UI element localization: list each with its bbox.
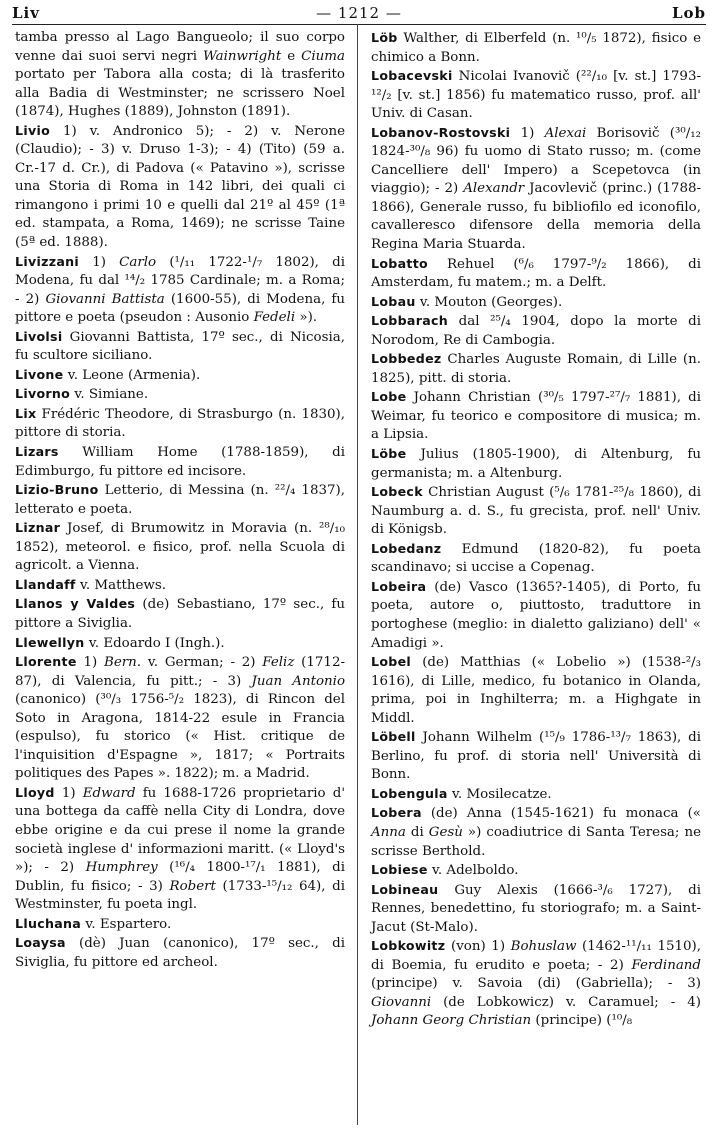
entry-text: v. Espartero. [81, 916, 172, 932]
entry-headword: Löbe [371, 446, 407, 462]
entry-italic-text: Carlo [119, 254, 157, 270]
entry-text: Guy Alexis (1666-³/₆ 1727), di Rennes, benedettino, fu storiografo; m. a Saint-Jacut (St-Malo). [371, 882, 701, 935]
entry-text: Borisovič (³⁰/₁₂ 1824-³⁰/₈ 96) fu uomo di Stato russo; m. (come Cancelliere dell' Impero) a Scepetovca (in viaggio); - 2) [371, 125, 701, 197]
entry-italic-text: Fedeli [253, 310, 296, 326]
entry-text: ») coadiutrice di Santa Teresa; ne scrisse Berthold. [371, 824, 701, 859]
dictionary-entry [371, 937, 701, 1031]
dictionary-entry [15, 915, 345, 935]
entry-text: »). [295, 310, 318, 326]
entry-headword: Livolsi [15, 328, 63, 344]
entry-italic-text: Bohuslaw [510, 939, 577, 955]
entry-headword: Lluchana [15, 915, 82, 931]
header-rule [12, 24, 706, 25]
dictionary-entry [15, 653, 345, 784]
entry-italic-text: Robert [169, 878, 216, 894]
dictionary-entry [15, 29, 345, 122]
entry-text: (principe) (¹⁰/₈ [531, 1013, 633, 1029]
entry-text: (¹/₁₁ 1722-¹/₇ 1802), di Modena, fu dal ¹⁴/₂ 1785 Cardinale; m. a Roma; - 2) [15, 254, 345, 307]
dictionary-entry [371, 124, 701, 255]
entry-headword: Lobacevski [371, 68, 453, 84]
entry-headword: Löbell [371, 729, 416, 745]
entry-text: (1733-¹⁵/₁₂ 64), di Westminster, fu poeta ingl. [15, 878, 345, 913]
entry-italic-text: Alexandr [463, 181, 525, 197]
entry-headword: Lizio-Bruno [15, 482, 99, 498]
running-head-right: Lob [671, 4, 706, 22]
entry-text: (dè) Juan (canonico), 17º sec., di Siviglia, fu pittore ed archeol. [15, 936, 345, 970]
dictionary-entry [15, 595, 345, 633]
entry-text: Johann Wilhelm (¹⁵/₉ 1786-¹³/₇ 1863), di Berlino, fu prof. di storia nell' Università di Bonn. [371, 730, 701, 783]
entry-headword: Liznar [15, 520, 61, 536]
entry-text: Jacovlevič (princ.) (1788-1866), Generale russo, fu bibliofilo ed iconofilo, cavalleresco difensore della memoria della Regina Maria Stuarda. [371, 181, 702, 253]
entry-text: (de) Vasco (1365?-1405), di Porto, fu poeta, autore o, piuttosto, traduttore in portoghese (meglio: in dialetto galiziano) dell' « Amadigi ». [371, 579, 701, 651]
entry-headword: Lobeira [371, 578, 427, 594]
entry-text: Walther, di Elberfeld (n. ¹⁰/₅ 1872), fisico e chimico a Bonn. [371, 31, 701, 65]
dictionary-entry [371, 293, 701, 313]
entry-text: portato per Tabora alla costa; di là trasferito alla Badia di Westminster; ne scrissero Noel (1874), Hughes (1889), Johnston (1891). [15, 67, 345, 120]
dictionary-entry [371, 445, 701, 483]
dictionary-entry [15, 784, 345, 915]
entry-headword: Lobkowitz [371, 938, 446, 954]
entry-text: (principe) v. Savoia (di) (Gabriella); - 3) [371, 976, 701, 992]
dictionary-entry [371, 728, 701, 785]
entry-text: Christian August (⁵/₆ 1781-²⁵/₈ 1860), di Naumburg a. d. S., fu grecista, prof. nell' Univ. di Königsb. [371, 485, 701, 538]
dictionary-entry [371, 388, 701, 445]
entry-headword: Llandaff [15, 576, 76, 592]
left-column [15, 29, 345, 972]
entry-headword: Lobiese [371, 862, 428, 878]
entry-text: (1712-87), di Valencia, fu pitt.; - 3) [15, 655, 345, 689]
entry-text: 1) [79, 254, 120, 270]
dictionary-entry [371, 67, 701, 124]
entry-italic-text: Wainwright [203, 48, 282, 64]
dictionary-entry [15, 405, 345, 443]
entry-text: e [281, 48, 302, 64]
entry-text: Letterio, di Messina (n. ²²/₄ 1837), letterato e poeta. [15, 483, 345, 517]
right-column [371, 29, 701, 1031]
entry-headword: Lobe [371, 389, 407, 405]
entry-text: Julius (1805-1900), di Altenburg, fu germanista; m. a Altenburg. [371, 447, 701, 481]
entry-italic-text: Johann Georg Christian [371, 1013, 532, 1029]
entry-text: v. Leone (Armenia). [63, 367, 201, 383]
entry-text: 1) [54, 785, 83, 801]
entry-italic-text: Ferdinand [631, 957, 701, 973]
dictionary-entry [15, 519, 345, 576]
entry-headword: Llewellyn [15, 634, 85, 650]
entry-headword: Lobau [371, 293, 416, 309]
entry-headword: Lobedanz [371, 540, 442, 556]
entry-text: v. Mosilecatze. [447, 786, 552, 802]
entry-text: Charles Auguste Romain, di Lille (n. 1825), pitt. di storia. [371, 352, 701, 386]
entry-text: (¹⁶/₄ 1800-¹⁷/₁ 1881), di Dublin, fu fisico; - 3) [15, 860, 346, 894]
entry-italic-text: Feliz [262, 655, 295, 671]
entry-text: William Home (1788-1859), di Edimburgo, fu pittore ed incisore. [15, 445, 345, 479]
entry-headword: Lobel [371, 654, 412, 670]
dictionary-entry [15, 481, 345, 519]
entry-text: (de Lobkowicz) v. Caramuel; - 4) [431, 994, 701, 1010]
dictionary-entry [371, 881, 701, 938]
entry-headword: Lizars [15, 444, 59, 460]
entry-italic-text: Anna [371, 824, 406, 840]
dictionary-entry [15, 443, 345, 481]
entry-text: dal ²⁵/₄ 1904, dopo la morte di Norodom, Re di Cambogia. [371, 314, 701, 348]
entry-italic-text: Bern. [104, 655, 142, 671]
entry-headword: Lloyd [15, 784, 55, 800]
dictionary-entry [15, 253, 345, 328]
entry-italic-text: Giovanni [371, 994, 432, 1010]
entry-headword: Lobbedez [371, 351, 442, 367]
dictionary-entry [15, 328, 345, 366]
dictionary-entry [371, 312, 701, 350]
dictionary-entry [371, 653, 701, 728]
entry-headword: Livio [15, 122, 51, 138]
entry-text: v. German; - 2) [141, 655, 263, 671]
dictionary-entry [371, 578, 701, 653]
entry-headword: Lobatto [371, 255, 428, 271]
entry-italic-text: Gesù [428, 824, 463, 840]
entry-text: (de) Matthias (« Lobelio ») (1538-²/₃ 1616), di Lille, medico, fu botanico in Olanda, prima, poi in Inghilterra; m. a Highgate in Middl. [371, 655, 701, 726]
entry-text: Giovanni Battista, 17º sec., di Nicosia, fu scultore siciliano. [15, 329, 345, 364]
entry-italic-text: Edward [82, 785, 136, 801]
dictionary-entry [15, 934, 345, 972]
entry-text: (de) Sebastiano, 17º sec., fu pittore a Siviglia. [15, 597, 345, 631]
entry-italic-text: Alexai [544, 125, 587, 141]
entry-text: Johann Christian (³⁰/₅ 1797-²⁷/₇ 1881), di Weimar, fu teorico e compositore di musica; m. a Lipsia. [371, 390, 701, 443]
column-divider [357, 24, 358, 1125]
dictionary-entry [371, 804, 701, 861]
entry-text: Josef, di Brumowitz in Moravia (n. ²⁸/₁₀ 1852), meteorol. e fisico, prof. nella Scuola di agricolt. a Vienna. [15, 521, 345, 574]
entry-headword: Lobbarach [371, 313, 449, 329]
entry-text: v. Matthews. [75, 577, 167, 593]
entry-text: (1462-¹¹/₁₁ 1510), di Boemia, fu erudito e poeta; - 2) [371, 939, 701, 973]
dictionary-entry [371, 785, 701, 805]
page-number: — 1212 — [316, 4, 402, 22]
entry-headword: Lobanov-Rostovski [371, 124, 511, 140]
entry-headword: Löb [371, 30, 398, 45]
entry-text: Frédéric Theodore, di Strasburgo (n. 1830), pittore di storia. [15, 406, 345, 441]
entry-headword: Lobineau [371, 881, 439, 897]
entry-text: fu 1688-1726 proprietario d' una bottega da caffè nella City di Londra, dove ebbe origine e da cui prese il nome la grande società inglese d' informazioni maritt. (« Lloyd's »); - 2) [15, 785, 345, 876]
entry-headword: Lobengula [371, 785, 448, 801]
entry-text: v. Edoardo I (Ingh.). [84, 635, 225, 651]
entry-text: Nicolai Ivanovič (²²/₁₀ [v. st.] 1793-¹²/₂ [v. st.] 1856) fu matematico russo, prof. all' Univ. di Casan. [371, 69, 701, 122]
entry-text: 1) v. Andronico 5); - 2) v. Nerone (Claudio); - 3) v. Druso 1-3); - 4) (Tito) (59 a. Cr.-17 d. Cr.), di Padova (« Patavino »), scrisse una Storia di Roma in 142 libri, dei quali ci rimangono i primi 10 e quelli dal 21º al 45º (1ª ed. stampata, a Roma, 1469); ne scrisse Taine (5ª ed. 1888). [15, 123, 345, 251]
entry-headword: Livone [15, 366, 64, 382]
dictionary-entry [15, 122, 345, 253]
entry-text: 1) [510, 125, 545, 141]
dictionary-entry [15, 576, 345, 596]
entry-text: (1600-55), di Modena, fu pittore e poeta (pseudon : Ausonio [15, 291, 345, 326]
dictionary-entry [15, 634, 345, 654]
entry-text: di [405, 824, 429, 840]
entry-text: Edmund (1820-82), fu poeta scandinavo; si uccise a Copenag. [371, 541, 701, 576]
entry-headword: Llanos y Valdes [15, 596, 136, 612]
dictionary-entry [371, 483, 701, 540]
entry-text: (canonico) (³⁰/₃ 1756-⁵/₂ 1823), di Rincon del Soto in Aragona, 1814-22 esule in Francia (espulso), fu storico (« Hist. critique de l'inquisition d'Espagne », 1817; « Portraits politiques des Papes ». 1822); m. a Madrid. [15, 692, 345, 782]
entry-headword: Livorno [15, 386, 71, 402]
entry-headword: Lobeck [371, 484, 423, 500]
dictionary-entry [371, 350, 701, 388]
dictionary-entry [371, 29, 701, 67]
dictionary-entry [371, 255, 701, 293]
entry-italic-text: Juan Antonio [251, 673, 345, 689]
entry-text: v. Adelboldo. [427, 863, 519, 879]
entry-headword: Loaysa [15, 935, 66, 951]
running-head-left: Liv [12, 4, 40, 22]
entry-headword: Livizzani [15, 253, 80, 269]
dictionary-entry [15, 366, 345, 386]
dictionary-entry [15, 385, 345, 405]
entry-text: v. Simiane. [70, 387, 149, 403]
dictionary-entry [371, 540, 701, 578]
entry-text: (von) 1) [445, 939, 511, 955]
entry-text: v. Mouton (Georges). [415, 294, 563, 310]
dictionary-entry [371, 861, 701, 881]
entry-headword: Lobera [371, 805, 422, 821]
entry-italic-text: Giovanni Battista [45, 291, 165, 307]
entry-italic-text: Ciuma [301, 48, 345, 64]
entry-text: tamba presso al Lago Bangueolo; il suo corpo venne dai suoi servi negri [15, 30, 345, 64]
entry-italic-text: Humphrey [85, 860, 158, 876]
entry-headword: Llorente [15, 654, 77, 670]
entry-text: 1) [76, 655, 104, 671]
entry-text: (de) Anna (1545-1621) fu monaca (« [421, 806, 701, 822]
page-header [12, 4, 706, 24]
entry-headword: Lix [15, 405, 37, 421]
entry-text: Rehuel (⁶/₆ 1797-⁹/₂ 1866), di Amsterdam, fu matem.; m. a Delft. [371, 256, 701, 291]
